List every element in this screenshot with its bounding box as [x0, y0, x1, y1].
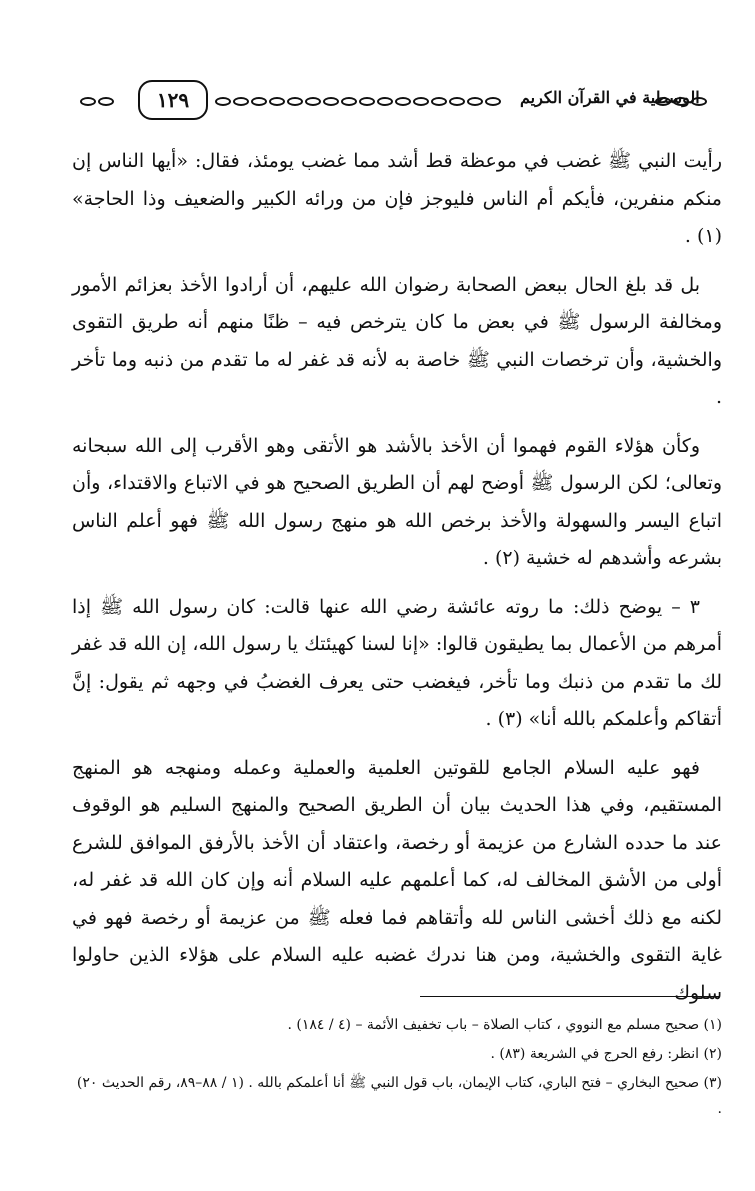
paragraph: وكأن هؤلاء القوم فهموا أن الأخذ بالأشد هو الأتقى وهو الأقرب إلى الله سبحانه وتعالى؛ لكن الرسول ﷺ أوضح لهم أن الطريق الصحيح هو في الاتباع والاقتداء، وأن اتباع اليسر والسهولة والأخذ برخص الله هو منهج رسول الله ﷺ فهو أعلم الناس بشرعه وأشدهم له خشية (٢) .: [72, 434, 722, 569]
ornament-right: [655, 97, 707, 107]
paragraph: رأيت النبي ﷺ غضب في موعظة قط أشد مما غضب يومئذ، فقال: «أيها الناس إن منكم منفرين، فأيكم أم الناس فليوجز فإن من ورائه الكبير والضعيف وذا الحاجة» (١) .: [72, 150, 722, 247]
footnote-separator: [420, 996, 720, 997]
footnote: (٢) انظر: رفع الحرج في الشريعة (٨٣) .: [490, 1046, 722, 1062]
page-number: ١٢٩: [138, 80, 208, 120]
paragraph: ٣ – يوضح ذلك: ما روته عائشة رضي الله عنها قالت: كان رسول الله ﷺ إذا أمرهم من الأعمال بما يطيقون قالوا: «إنا لسنا كهيئتك يا رسول الله، إن الله قد غفر لك ما تقدم من ذنبك وما تأخر، فيغضب حتى يعرف الغضبُ في وجهه ثم يقول: إنَّ أتقاكم وأعلمكم بالله أنا» (٣) .: [72, 595, 722, 730]
running-title: الوسطية في القرآن الكريم: [520, 88, 700, 107]
paragraph: بل قد بلغ الحال ببعض الصحابة رضوان الله عليهم، أن أرادوا الأخذ بعزائم الأمور ومخالفة الرسول ﷺ في بعض ما كان يترخص فيه – ظنًا منهم أنه طريق التقوى والخشية، وأن ترخصات النبي ﷺ خاصة به لأنه قد غفر له ما تقدم من ذنبه وما تأخر .: [72, 273, 722, 408]
footnote: (١) صحيح مسلم مع النووي ، كتاب الصلاة – باب تخفيف الأئمة – (٤ / ١٨٤) .: [287, 1017, 722, 1033]
ornament-middle: [215, 97, 501, 107]
page-header: [80, 80, 720, 124]
main-text: [72, 143, 722, 1023]
paragraph: فهو عليه السلام الجامع للقوتين العلمية والعملية وعمله ومنهجه هو المنهج المستقيم، وفي هذا الحديث بيان أن الطريق الصحيح والمنهج السليم هو الوقوف عند ما حدده الشارع من عزيمة أو رخصة، واعتقاد أن الأخذ بالأرفق الموافق للشرع أولى من الأشق المخالف له، كما أعلمهم عليه السلام أنه وإن كان الله قد غفر له، لكنه مع ذلك أخشى الناس لله وأتقاهم فما فعله ﷺ من عزيمة أو رخصة فهو في غاية التقوى والخشية، ومن هنا ندرك غضبه عليه السلام على هؤلاء الذين حاولوا سلوك: [72, 756, 722, 1004]
ornament-left: [80, 97, 114, 107]
footnotes: [72, 1012, 722, 1125]
footnote: (٣) صحيح البخاري – فتح الباري، كتاب الإيمان، باب قول النبي ﷺ أنا أعلمكم بالله . (١ / ٨٨–٨٩، رقم الحديث ٢٠) .: [76, 1075, 722, 1117]
